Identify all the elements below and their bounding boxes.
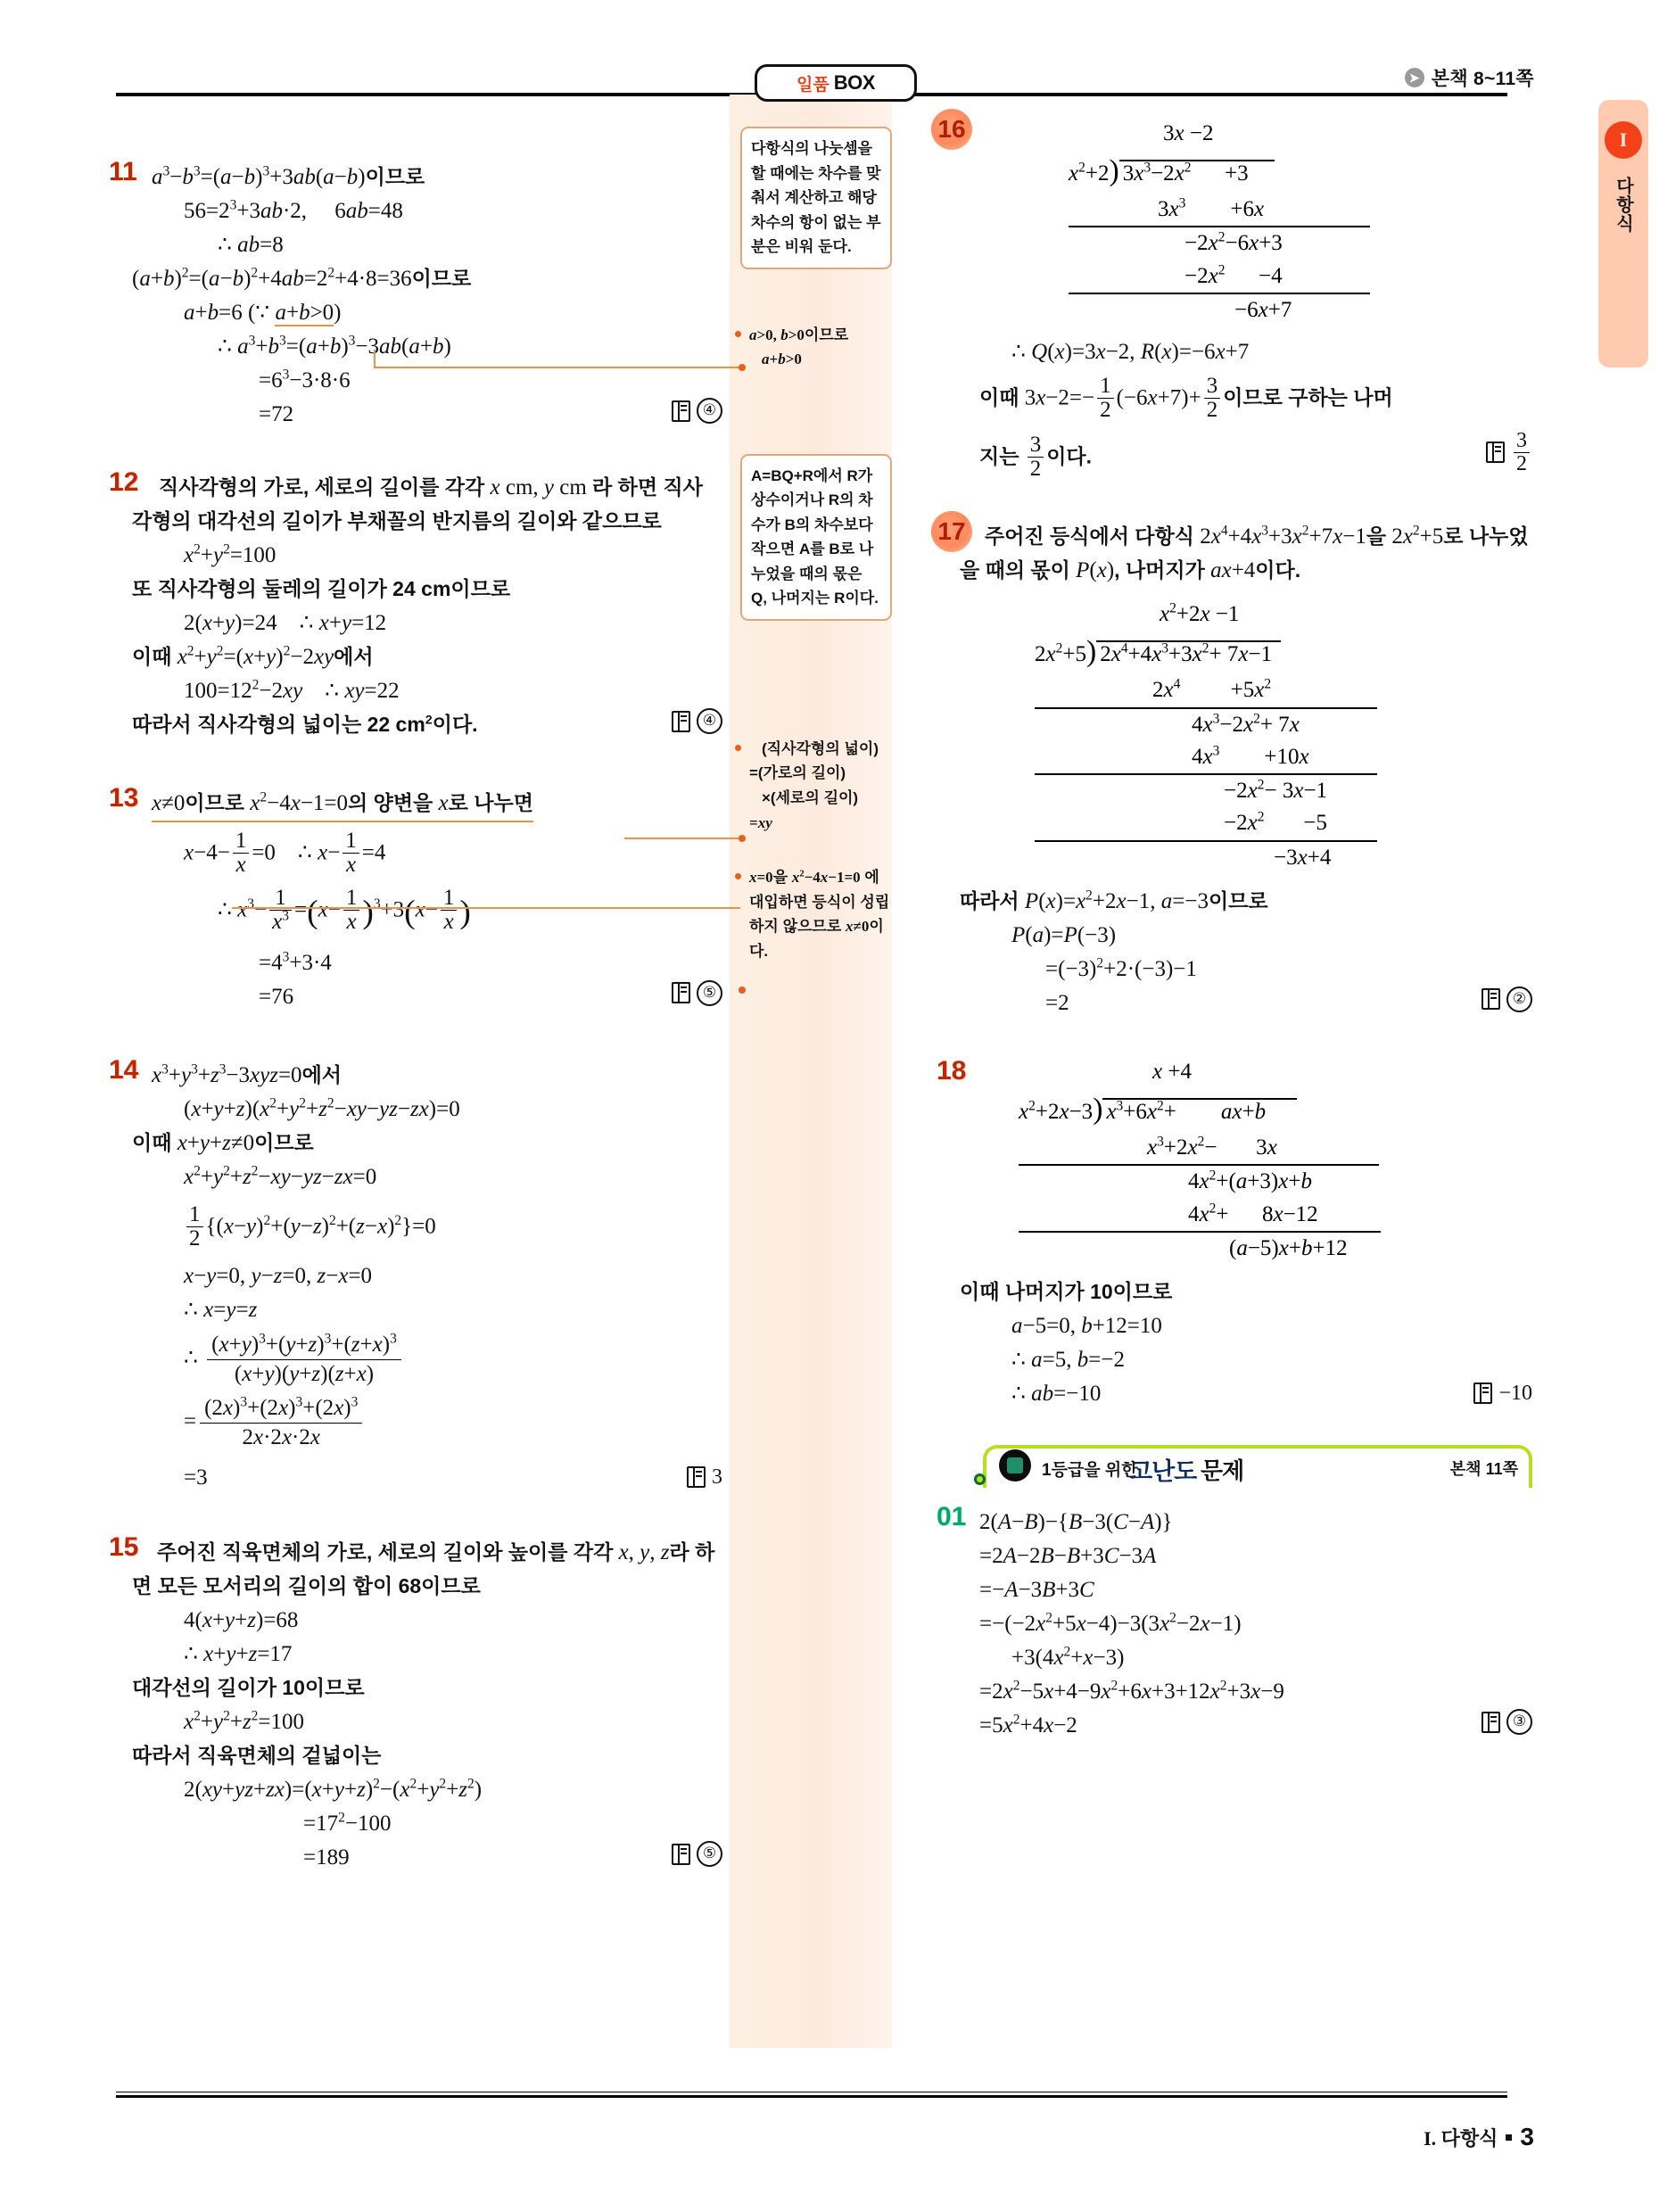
problem-number: 13 xyxy=(109,783,139,813)
ilpum-box-korean: 일품 xyxy=(796,75,830,95)
answer-marker xyxy=(1473,1377,1532,1409)
answer-book-icon xyxy=(687,1466,706,1488)
long-division-16: 3x −2 $x^2+2$) $3x^3-2x^2$ +3 $3x^3$ +6x $-2x^2-6x+3$ $-2x^2$ −4 −6x+7 xyxy=(1069,118,1370,326)
hard-label-tail: 문제 xyxy=(1201,1457,1244,1485)
division-step: $-2x^2$ −5 xyxy=(1035,807,1377,841)
problem-12: 12 직사각형의 가로, 세로의 길이를 각각 x cm, y cm 라 하면 직사각형의 대각선의 길이가 부채꼴의 반지름의 길이와 같으므로 $x^2+y^2=100$ 또 직사각형의 둘레의 길이가 24 cm이므로 2(x+y)=24 ∴ x+y=12 이때 $x^2+y^2=(x+y)^2-2xy$에서 $100=12^2-2xy$ ∴ xy=22 따라서 직사각형의 넓이는 22 $cm^2$이다. ④ xyxy=(152,471,722,742)
answer-value: 3 xyxy=(712,1465,722,1490)
right-solution-column xyxy=(937,115,1532,1766)
answer-value: ② xyxy=(1506,986,1532,1012)
footer-chapter: I. 다항식 xyxy=(1424,2126,1498,2150)
long-division-18: x +4 $x^2+2x-3$) $x^3+6x^2+$ ax+b $x^3+2x^2-$ 3x $4x^2+(a+3)x+b$ $4x^2+$ 8x−12 (a−5)x+b+12 xyxy=(1019,1056,1381,1265)
footer-page-number: 3 xyxy=(1520,2123,1534,2150)
answer-marker xyxy=(1482,986,1532,1012)
answer-marker xyxy=(1482,1709,1532,1735)
answer-value: ④ xyxy=(697,398,722,424)
answer-book-icon xyxy=(1473,1382,1492,1404)
note-line: ×(세로의 길이) xyxy=(762,788,859,806)
problem-14: 14 $x^3+y^3+z^3-3xyz=0$에서 $(x+y+z)(x^2+y^2+z^2-xy-yz-zx)=0$ 이때 x+y+z≠0이므로 $x^2+y^2+z^2-xy-yz-zx=0$ $\frac{1}{2}$ $\{(x-y)^2+(y-z)^2+(z-x)^2\}=0$ x−y=0, y−z=0, z−x=0 ∴ x=y=z ∴ $\frac{(x+y)^3+(y+z)^3+(z+x)^3}{(x+y)(y+z)(z+x)}$ = $\frac{(2x)^3+(2x)^3+(2x)^3}{2x\cdot 2x\cdot 2x}$ =3 3 xyxy=(152,1059,722,1496)
header-reference-text: 본책 8~11쪽 xyxy=(1431,69,1534,89)
division-remainder: −3x+4 xyxy=(1274,845,1332,870)
problem-number: 15 xyxy=(109,1532,139,1563)
quotient: $x^2+2x -1$ xyxy=(1160,600,1240,627)
answer-book-icon xyxy=(1482,1712,1500,1733)
answer-book-icon xyxy=(672,400,690,422)
dividend: $x^3+6x^2+$ ax+b xyxy=(1102,1098,1297,1124)
answer-value: $\frac{3}{2}$ xyxy=(1514,430,1530,475)
problem-number: 11 xyxy=(109,157,137,186)
side-notes-column xyxy=(740,140,892,963)
note-rect-area: (직사각형의 넓이) =(가로의 길이) ×(세로의 길이) =xy xyxy=(740,737,892,835)
answer-marker xyxy=(672,708,722,734)
answer-marker xyxy=(672,398,722,424)
note-text: 다항식의 나눗셈을 할 때에는 차수를 맞춰서 계산하고 해당 차수의 항이 없는 부분은 비워 둔다. xyxy=(751,140,881,256)
answer-value: ⑤ xyxy=(697,1841,722,1867)
ilpum-box-tab xyxy=(755,64,917,102)
answer-value: ⑤ xyxy=(697,980,722,1006)
division-step: $4x^2+$ 8x−12 xyxy=(1019,1199,1381,1233)
divisor: $x^2+2$ xyxy=(1069,160,1110,186)
division-step: $-2x^2-6x+3$ xyxy=(1184,230,1283,256)
footer-dot-icon xyxy=(1506,2134,1512,2141)
page-footer xyxy=(1424,2123,1534,2151)
ilpum-box-latin: BOX xyxy=(833,71,875,94)
problem-number: 01 xyxy=(937,1502,967,1532)
division-step: $4x^2+(a+3)x+b$ xyxy=(1188,1168,1312,1194)
problem-number: 18 xyxy=(937,1055,967,1085)
answer-marker xyxy=(672,980,722,1006)
problem-number: 17 xyxy=(931,511,972,552)
note-line: (직사각형의 넓이) xyxy=(762,739,879,757)
problem-11: 11 $a^3-b^3=(a-b)^3+3ab(a-b)$이므로 $56=2^3+3ab\cdot 2$, 6ab=48 ∴ ab=8 $(a+b)^2=(a-b)^2+4ab=2^2+4\cdot 8=36$이므로 a+b=6 (∵ a+b>0) ∴ $a^3+b^3=(a+b)^3-3ab(a+b)$ $=6^3-3\cdot 8\cdot 6$ =72 ④ xyxy=(152,161,722,432)
header-reference xyxy=(1405,64,1534,91)
dividend: $2x^4+4x^3+3x^2+ 7x-1$ xyxy=(1096,640,1281,666)
answer-marker xyxy=(672,1841,722,1867)
division-step: $3x^3$ +6x xyxy=(1069,194,1370,227)
bottom-rule xyxy=(116,2095,1507,2098)
header-dot-icon xyxy=(974,1473,986,1485)
chapter-side-label: 다항식 xyxy=(1613,177,1633,233)
problem-number: 16 xyxy=(931,109,972,150)
problem-number: 12 xyxy=(109,467,139,497)
division-step: $-2x^2- 3x-1$ xyxy=(1224,777,1328,804)
division-step: $x^3+2x^2-$ 3x xyxy=(1019,1132,1379,1166)
answer-book-icon xyxy=(672,982,690,1003)
note-division-order xyxy=(740,127,892,269)
problem-16: 16 3x −2 $x^2+2$) $3x^3-2x^2$ +3 $3x^3$ +6x $-2x^2-6x+3$ $-2x^2$ −4 −6x+7 ∴ Q(x)=3x−2, R(x)=−6x+7 이때 3x−2=− $\frac{1}{2}$ (−6x+7)+ $\frac{3}{2}$ 이므로 구하는 나머 지는 $\frac{3}{2}$ 이다. $\frac{3}{2}$ xyxy=(979,118,1532,481)
answer-book-icon xyxy=(672,1844,690,1865)
note-text: A=BQ+R에서 R가 상수이거나 R의 차수가 B의 차수보다 작으면 A를 B로 나누었을 때의 몫은 Q, 나머지는 R이다. xyxy=(751,466,879,607)
problem-18: 18 x +4 $x^2+2x-3$) $x^3+6x^2+$ ax+b $x^3+2x^2-$ 3x $4x^2+(a+3)x+b$ $4x^2+$ 8x−12 (a−5)x+b+12 이때 나머지가 10이므로 a−5=0, b+12=10 ∴ a=5, b=−2 ∴ ab=−10 −10 xyxy=(979,1060,1532,1411)
answer-value: ③ xyxy=(1506,1709,1532,1735)
division-remainder: −6x+7 xyxy=(1234,297,1292,322)
answer-book-icon xyxy=(1486,442,1505,463)
left-solution-column xyxy=(109,157,722,1898)
answer-value: −10 xyxy=(1498,1382,1532,1406)
answer-marker xyxy=(687,1461,722,1493)
quotient: x +4 xyxy=(1152,1059,1192,1084)
note-ab-positive: a>0, b>0이므로 a+b>0 xyxy=(740,323,892,372)
quotient: 3x −2 xyxy=(1163,121,1214,145)
answer-book-icon xyxy=(672,711,690,732)
problem-15: 15 주어진 직육면체의 가로, 세로의 길이와 높이를 각각 x, y, z라 하면 모든 모서리의 길이의 합이 68이므로 4(x+y+z)=68 ∴ x+y+z=17 대각선의 길이가 10이므로 $x^2+y^2+z^2=100$ 따라서 직육면체의 겉넓이는 $2(xy+yz+zx)=(x+y+z)^2-(x^2+y^2+z^2)$ $=17^2-100$ =189 ⑤ xyxy=(152,1536,722,1875)
division-step: $4x^3-2x^2+ 7x$ xyxy=(1192,711,1300,737)
note-line: =(가로의 길이) xyxy=(749,764,846,782)
divisor: $2x^2+5$ xyxy=(1035,641,1086,667)
answer-value: ④ xyxy=(697,708,722,734)
problem-13: 13 x≠0이므로 $x^2-4x-1=0$의 양변을 x로 나누면 x−4− $\frac{1}{x}$ =0 ∴ x− $\frac{1}{x}$ =4 ∴ $x^3-$ $\frac{1}{x^3}$ =(x− $\frac{1}{x}$ )$^3$+3(x− $\frac{1}{x}$ ) $=4^3+3\cdot 4$ =76 ⑤ xyxy=(152,787,722,1014)
problem-17: 17 주어진 등식에서 다항식 $2x^4+4x^3+3x^2+7x-1$을 $2x^2+5$로 나누었을 때의 몫이 P(x), 나머지가 ax+4이다. $x^2+2x -1$ $2x^2+5$) $2x^4+4x^3+3x^2+ 7x-1$ $2x^4$ $+5x^2$ $4x^3-2x^2+ 7x$ $4x^3$ +10x $-2x^2- 3x-1$ $-2x^2$ −5 −3x+4 따라서 $P(x)=x^2+2x-1$, a=−3이므로 P(a)=P(−3) $=(-3)^2+2\cdot(-3)-1$ =2 ② xyxy=(979,520,1532,1020)
answer-book-icon xyxy=(1482,988,1500,1010)
hard-reference: 본책 11쪽 xyxy=(1449,1460,1518,1479)
division-step: $-2x^2$ −4 xyxy=(1069,260,1370,294)
note-x-nonzero: x=0을 $x^2-4x-1=0$ 에 대입하면 등식이 성립 하지 않으므로 x≠0이다. xyxy=(740,865,892,963)
division-remainder: (a−5)x+b+12 xyxy=(1229,1235,1348,1260)
circle-arrow-icon: ➤ xyxy=(1405,68,1424,87)
answer-marker xyxy=(1486,430,1532,475)
division-step: $4x^3$ +10x xyxy=(1035,741,1377,775)
hard-label-small: 1등급을 위한 xyxy=(1042,1461,1138,1481)
dividend: $3x^3-2x^2$ +3 xyxy=(1119,160,1275,186)
long-division-17: $x^2+2x -1$ $2x^2+5$) $2x^4+4x^3+3x^2+ 7x-1$ $2x^4$ $+5x^2$ $4x^3-2x^2+ 7x$ $4x^3$ +10x $-2x^2- 3x-1$ $-2x^2$ −5 −3x+4 xyxy=(1035,598,1377,874)
note-division-theorem xyxy=(740,454,892,621)
divisor: $x^2+2x-3$ xyxy=(1019,1098,1094,1125)
hard-label-big: 고난도 xyxy=(1129,1458,1197,1486)
division-step: $2x^4$ $+5x^2$ xyxy=(1035,674,1377,708)
problem-number: 14 xyxy=(109,1054,139,1085)
chapter-roman-badge: I xyxy=(1605,121,1642,159)
trophy-badge-icon xyxy=(999,1449,1031,1482)
problem-h01: 01 2(A−B)−{B−3(C−A)} =2A−2B−B+3C−3A =−A−3B+3C $=-(-2x^2+5x-4)-3(3x^2-2x-1)$ $+3(4x^2+x-3)$ $=2x^2-5x+4-9x^2+6x+3+12x^2+3x-9$ $=5x^2+4x-2$ ③ xyxy=(979,1506,1532,1743)
chapter-side-tab[interactable] xyxy=(1598,100,1648,367)
hard-problems-header xyxy=(979,1441,1532,1488)
